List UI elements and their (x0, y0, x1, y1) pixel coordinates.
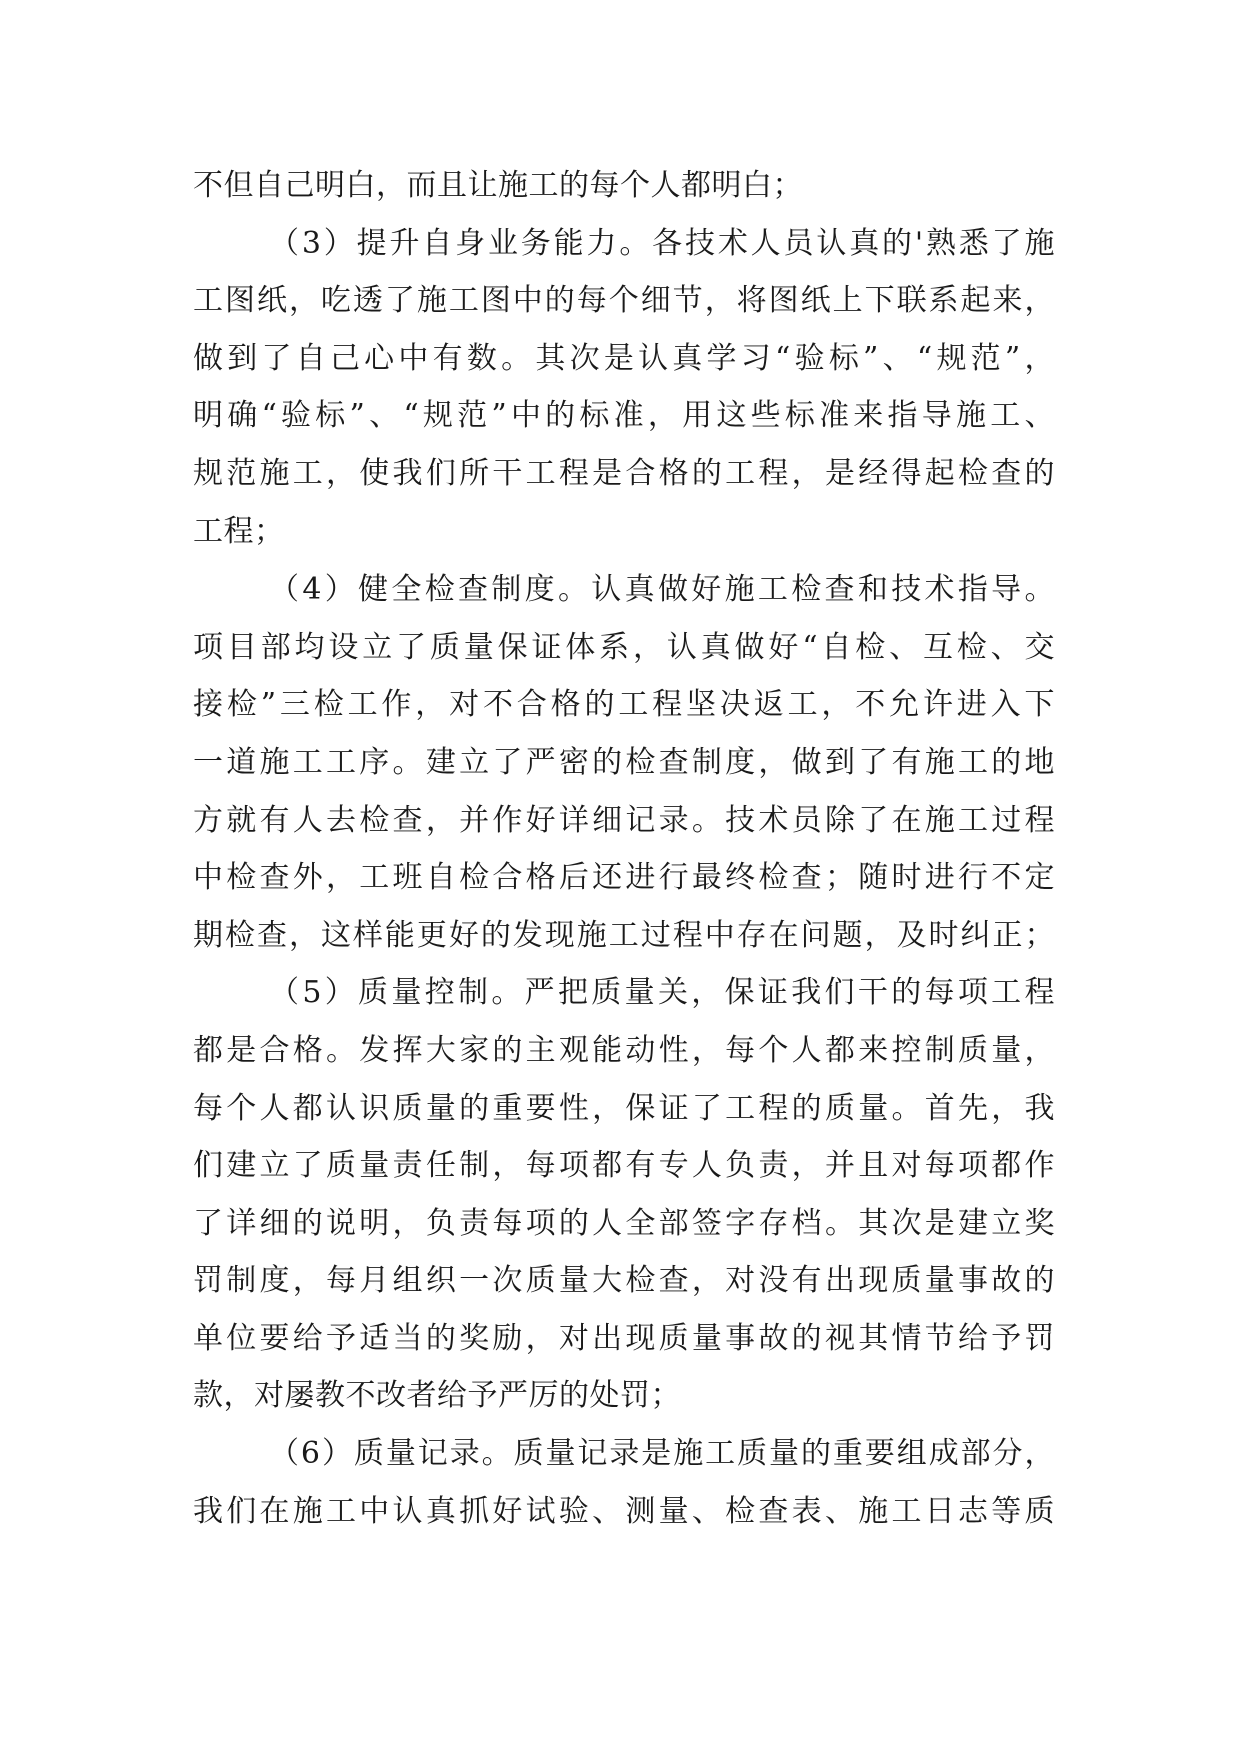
paragraph-line: 方就有人去检查，并作好详细记录。技术员除了在施工过程 (193, 802, 1055, 838)
paragraph-line: 工程； (193, 513, 285, 549)
paragraph-line: 期检查，这样能更好的发现施工过程中存在问题，及时纠正； (193, 917, 1055, 953)
paragraph-line: 明确“验标”、“规范”中的标准，用这些标准来指导施工、 (193, 398, 1055, 434)
paragraph-line: 工图纸，吃透了施工图中的每个细节，将图纸上下联系起来， (193, 283, 1055, 319)
paragraph-line: 规范施工，使我们所干工程是合格的工程，是经得起检查的 (193, 455, 1055, 491)
paragraph-line: （6）质量记录。质量记录是施工质量的重要组成部分， (269, 1436, 1055, 1472)
paragraph-line: 我们在施工中认真抓好试验、测量、检查表、施工日志等质 (193, 1493, 1055, 1529)
paragraph-line: 每个人都认识质量的重要性，保证了工程的质量。首先，我 (193, 1090, 1055, 1126)
paragraph-line: 不但自己明白，而且让施工的每个人都明白； (193, 168, 803, 203)
paragraph-line: 们建立了质量责任制，每项都有专人负责，并且对每项都作 (193, 1148, 1055, 1184)
paragraph-line: 接检”三检工作，对不合格的工程坚决返工，不允许进入下 (193, 687, 1055, 723)
paragraph-line: 项目部均设立了质量保证体系，认真做好“自检、互检、交 (193, 629, 1055, 665)
paragraph-line: 款，对屡教不改者给予严厉的处罚； (193, 1378, 681, 1414)
paragraph-line: 单位要给予适当的奖励，对出现质量事故的视其情节给予罚 (193, 1320, 1055, 1356)
paragraph-line: 都是合格。发挥大家的主观能动性，每个人都来控制质量， (193, 1032, 1055, 1068)
paragraph-line: （5）质量控制。严把质量关，保证我们干的每项工程 (269, 975, 1055, 1011)
paragraph-line: 中检查外，工班自检合格后还进行最终检查；随时进行不定 (193, 860, 1055, 896)
paragraph-line: （4）健全检查制度。认真做好施工检查和技术指导。 (269, 572, 1055, 608)
paragraph-line: 一道施工工序。建立了严密的检查制度，做到了有施工的地 (193, 744, 1055, 780)
body-text (193, 157, 1055, 1540)
paragraph-line: 了详细的说明，负责每项的人全部签字存档。其次是建立奖 (193, 1205, 1055, 1241)
paragraph-line: （3）提升自身业务能力。各技术人员认真的'熟悉了施 (269, 225, 1055, 261)
paragraph-line: 做到了自己心中有数。其次是认真学习“验标”、“规范”， (193, 340, 1055, 376)
paragraph-line: 罚制度，每月组织一次质量大检查，对没有出现质量事故的 (193, 1263, 1055, 1299)
